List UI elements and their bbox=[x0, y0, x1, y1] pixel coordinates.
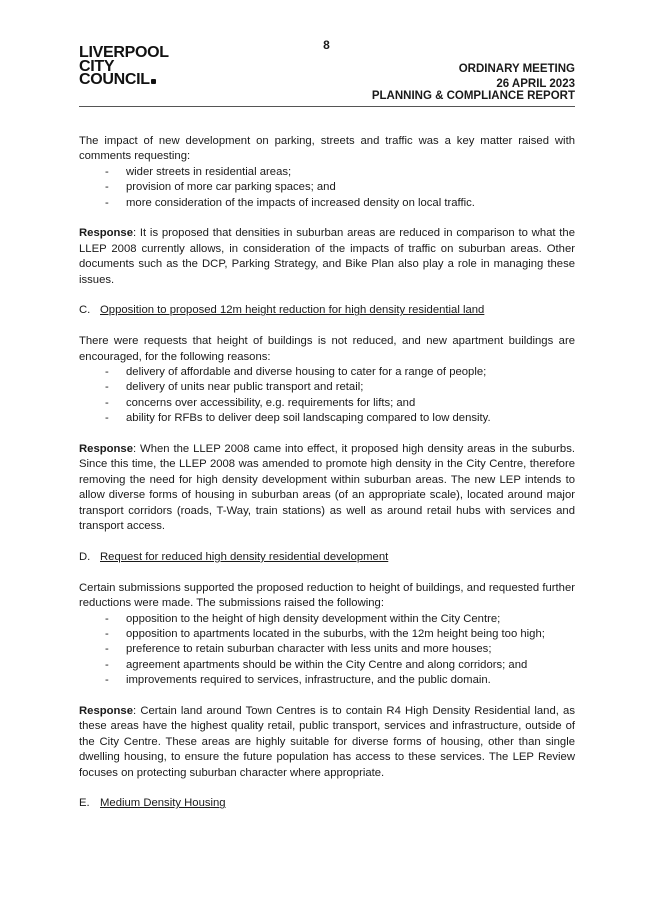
section-title: Opposition to proposed 12m height reduction for high density residential land bbox=[100, 304, 485, 317]
response-label: Response bbox=[79, 443, 133, 456]
response-text: : It is proposed that densities in suburban areas are reduced in comparison to what the LLEP 2008 currently allows, in consideration of the impacts of traffic on suburban areas. Other documents such as the DCP, Parking Strategy, and Bike Plan also play a role in managing these issues. bbox=[79, 227, 575, 286]
logo-line-2: CITY bbox=[79, 57, 115, 75]
section-d-paragraph: Certain submissions supported the proposed reduction to height of buildings, and requested further reductions were made. The submissions raised the following: bbox=[79, 581, 575, 610]
header-divider bbox=[79, 106, 575, 107]
response-paragraph bbox=[79, 704, 575, 781]
document-body bbox=[79, 134, 575, 827]
logo-line-1: LIVERPOOL bbox=[79, 44, 169, 61]
list-item: - delivery of affordable and diverse housing to cater for a range of people; bbox=[79, 365, 575, 380]
meeting-info bbox=[459, 62, 575, 91]
response-label: Response bbox=[79, 227, 133, 240]
list-item: - improvements required to services, infrastructure, and the public domain. bbox=[79, 673, 575, 688]
list-item: - agreement apartments should be within the City Centre and along corridors; and bbox=[79, 658, 575, 673]
list-item: - concerns over accessibility, e.g. requirements for lifts; and bbox=[79, 396, 575, 411]
section-letter: E. bbox=[79, 797, 90, 810]
section-c-list bbox=[79, 365, 575, 427]
list-item: - provision of more car parking spaces; and bbox=[79, 180, 575, 195]
meeting-date: 26 APRIL 2023 bbox=[496, 77, 575, 90]
council-logo bbox=[79, 46, 169, 87]
list-item: - delivery of units near public transport and retail; bbox=[79, 380, 575, 395]
response-text: : When the LLEP 2008 came into effect, it proposed high density areas in the suburbs. Since this time, the LLEP 2008 was amended to promote high density in the City Centre, therefore removing the need for high density development within suburban areas. The new LEP intends to allow diverse forms of housing in suburban areas (of an appropriate scale), located around major transport corridors (roads, T-Way, train stations) as well as around retail hubs with services and transport access. bbox=[79, 443, 575, 533]
response-text: : Certain land around Town Centres is to contain R4 High Density Residential land, as these areas have the highest quality retail, public transport, services and infrastructure, outside of the City Centre. These areas are highly suitable for diverse forms of housing, other than single dwelling housing, to ensure the future population has access to these services. The LEP Review focuses on protecting suburban character where appropriate. bbox=[79, 704, 575, 779]
page-number: 8 bbox=[323, 38, 330, 52]
intro-paragraph: The impact of new development on parking, streets and traffic was a key matter raised with comments requesting: bbox=[79, 135, 575, 163]
section-title: Medium Density Housing bbox=[100, 797, 226, 810]
list-item: - opposition to apartments located in the suburbs, with the 12m height being too high; bbox=[79, 627, 575, 642]
list-item: - wider streets in residential areas; bbox=[79, 165, 575, 180]
response-label: Response bbox=[79, 704, 133, 717]
section-e-heading bbox=[79, 796, 575, 811]
section-c-paragraph: There were requests that height of buildings is not reduced, and new apartment buildings are encouraged, for the following reasons: bbox=[79, 335, 575, 363]
section-letter: D. bbox=[79, 550, 91, 563]
list-item: - ability for RFBs to deliver deep soil landscaping compared to low density. bbox=[79, 411, 575, 426]
section-letter: C. bbox=[79, 304, 91, 317]
logo-dot-icon bbox=[151, 79, 156, 84]
list-item: - more consideration of the impacts of increased density on local traffic. bbox=[79, 196, 575, 211]
list-item: - preference to retain suburban character with less units and more houses; bbox=[79, 642, 575, 657]
section-c-heading bbox=[79, 303, 575, 318]
response-paragraph bbox=[79, 442, 575, 534]
logo-line-3: COUNCIL bbox=[79, 71, 150, 88]
meeting-type: ORDINARY MEETING bbox=[458, 63, 575, 75]
section-d-heading bbox=[79, 550, 575, 565]
intro-list bbox=[79, 165, 575, 211]
list-item: - opposition to the height of high density development within the City Centre; bbox=[79, 612, 575, 627]
response-paragraph bbox=[79, 226, 575, 288]
report-title: PLANNING & COMPLIANCE REPORT bbox=[371, 90, 575, 102]
section-title: Request for reduced high density residential development bbox=[100, 550, 389, 563]
section-d-list bbox=[79, 612, 575, 689]
